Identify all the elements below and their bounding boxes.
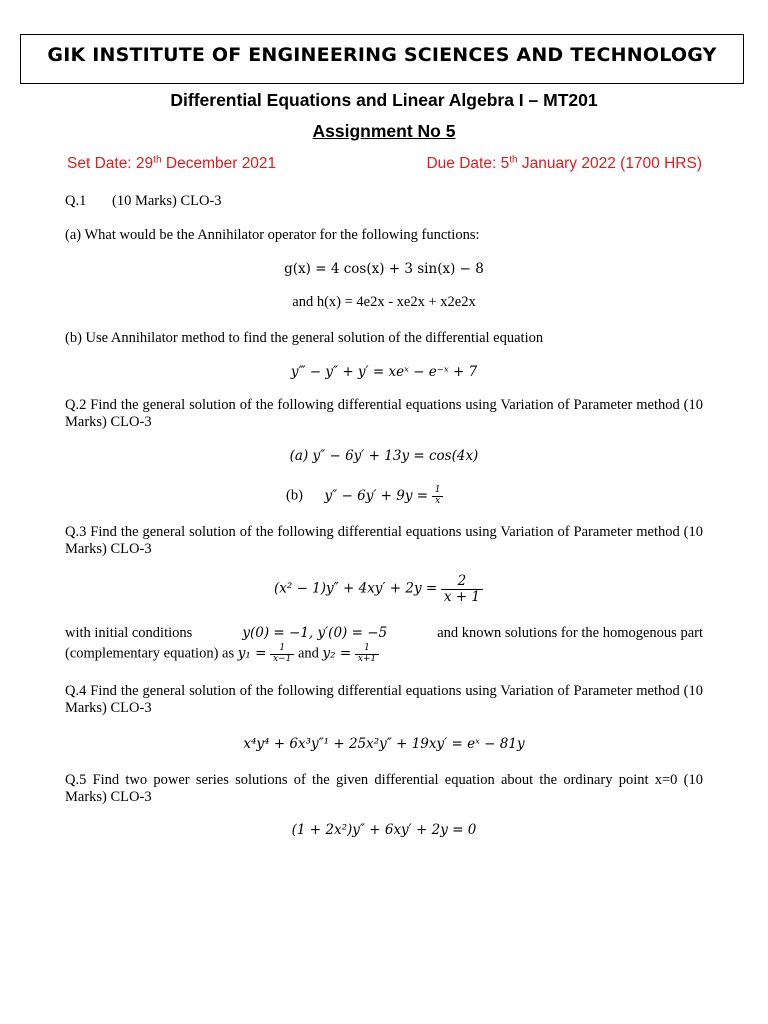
q2-eq-b (286, 486, 443, 507)
q3-eq (274, 574, 483, 605)
q2-eq-b-lhs: y″ − 6y′ + 9y = (324, 487, 429, 504)
q5-text: Q.5 Find two power series solutions of the given differential equation about the ordinary point x=0 (10 Marks) CLO-3 (65, 772, 703, 805)
q1-eq-g: g(x) = 4 cos(x) + 3 sin(x) − 8 (284, 261, 484, 277)
q3-conditions-line2 (65, 644, 379, 665)
q1-part-a: (a) What would be the Annihilator operator for the following functions: (65, 227, 480, 243)
q4-text: Q.4 Find the general solution of the following differential equations using Variation of Parameter method (10 Marks) CLO-3 (65, 683, 703, 716)
q1-number: Q.1 (65, 193, 87, 209)
q3-eq-den: x + 1 (443, 588, 480, 605)
q3-conditions-line1 (65, 625, 703, 642)
institute-title: GIK INSTITUTE OF ENGINEERING SCIENCES AND TECHNOLOGY (47, 44, 717, 66)
q3-eq-num: 2 (441, 574, 483, 590)
q2-eq-b-fraction (432, 486, 444, 507)
set-date-prefix: Set Date: 29 (67, 155, 154, 172)
q3-and: and (297, 645, 319, 662)
q1-eq-b: y‴ − y″ + y′ = xeˣ − e⁻ˣ + 7 (290, 364, 478, 380)
q3-cond-2: y(0) = −1, y′(0) = −5 (242, 625, 388, 641)
q3-cond-3: and known solutions for the homogenous part (437, 625, 703, 641)
set-date-sup: th (153, 154, 162, 166)
q3-y2-lhs: y₂ = (322, 645, 352, 662)
q1-marks: (10 Marks) CLO-3 (112, 193, 222, 209)
assignment-title-text: Assignment No 5 (312, 121, 456, 141)
q3-eq-fraction (441, 574, 483, 605)
q3-eq-lhs: (x² − 1)y″ + 4xy′ + 2y = (274, 580, 438, 597)
q4-eq: x⁴y⁴ + 6x³y″¹ + 25x²y″ + 19xy′ = eˣ − 81y (243, 736, 525, 752)
set-date (67, 155, 276, 173)
course-title: Differential Equations and Linear Algebra I – MT201 (170, 90, 598, 110)
q3-text: Q.3 Find the general solution of the following differential equations using Variation of Parameter method (10 Marks) CLO-3 (65, 524, 703, 557)
q3-y1-den: x−1 (273, 653, 292, 664)
assignment-title (0, 121, 768, 142)
q3-y1-num: 1 (270, 644, 294, 655)
due-date-prefix: Due Date: 5 (426, 155, 510, 172)
q5-eq: (1 + 2x²)y″ + 6xy′ + 2y = 0 (291, 822, 477, 838)
q2-eq-b-num: 1 (432, 486, 444, 497)
q2-text: Q.2 Find the general solution of the following differential equations using Variation of Parameter method (10 Marks) CLO-3 (65, 397, 703, 430)
q1-part-b: (b) Use Annihilator method to find the general solution of the differential equation (65, 330, 544, 346)
q2-eq-a: (a) y″ − 6y′ + 13y = cos(4x) (289, 448, 479, 464)
set-date-suffix: December 2021 (161, 155, 277, 172)
q3-y2-num: 1 (355, 644, 379, 655)
due-date (426, 155, 702, 173)
q3-y2-fraction (355, 644, 379, 665)
q3-cond-1: with initial conditions (65, 625, 193, 641)
q2-eq-b-label: (b) (286, 487, 303, 504)
q3-y2-den: x+1 (357, 653, 377, 664)
due-date-suffix: January 2022 (1700 HRS) (517, 155, 702, 172)
q2-eq-b-den: x (435, 495, 441, 506)
due-date-sup: th (509, 154, 518, 166)
q3-cond-4: (complementary equation) as (65, 645, 235, 662)
q1-eq-h: and h(x) = 4e2x - xe2x + x2e2x (292, 294, 476, 310)
q3-y1-fraction (270, 644, 294, 665)
q3-y1-lhs: y₁ = (237, 645, 267, 662)
